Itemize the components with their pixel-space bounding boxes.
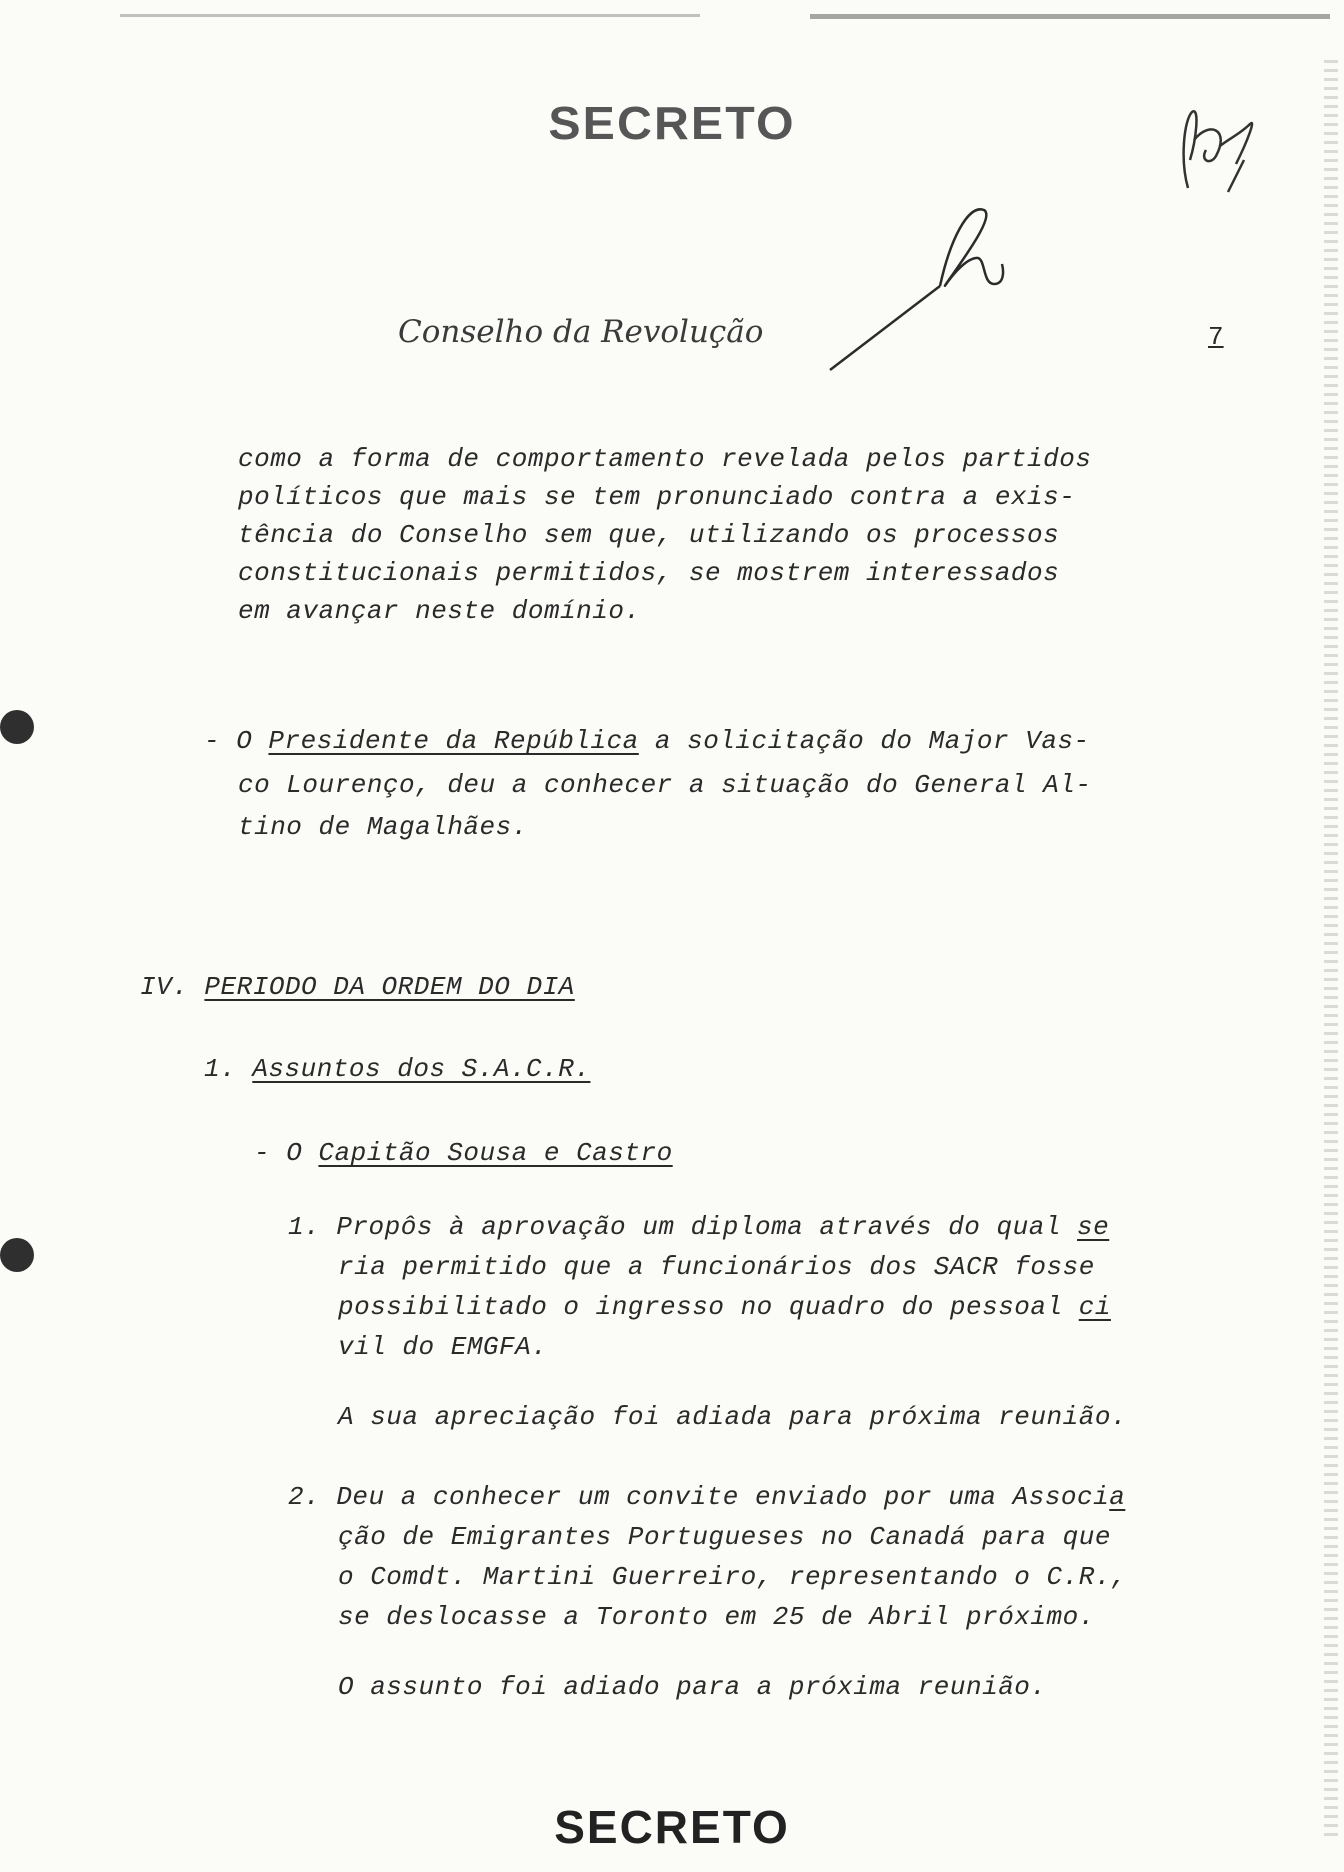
section-heading: IV. PERIODO DA ORDEM DO DIA [140,972,575,1002]
item-1-line-2: ria permitido que a funcionários dos SACR fosse [338,1252,1095,1282]
paragraph-line: políticos que mais se tem pronunciado contra a exis- [238,482,1076,512]
item-2-line-2: ção de Emigrantes Portugueses no Canadá para que [338,1522,1111,1552]
item-1-note: A sua apreciação foi adiada para próxima reunião. [338,1402,1128,1432]
item-2-line-4: se deslocasse a Toronto em 25 de Abril próximo. [338,1602,1095,1632]
letterhead: Conselho da Revolução [398,314,764,350]
paragraph-line: como a forma de comportamento revelada pelos partidos [238,444,1092,474]
item-2-line-1: 2. Deu a conhecer um convite enviado por uma Associa [288,1482,1126,1512]
paragraph-line: em avançar neste domínio. [238,596,641,626]
item-1-line-4: vil do EMGFA. [338,1332,548,1362]
item-1-line-3: possibilitado o ingresso no quadro do pessoal ci [338,1292,1111,1322]
president-line-3: tino de Magalhães. [238,812,528,842]
classification-stamp-bottom: SECRETO [554,1801,790,1853]
page-number: 7 [1208,322,1224,352]
paragraph-line: constitucionais permitidos, se mostrem interessados [238,558,1060,588]
president-line-1: - O Presidente da República a solicitação do Major Vas- [204,726,1090,756]
scan-artifact-line [810,14,1330,19]
item-2-line-3: o Comdt. Martini Guerreiro, representando o C.R., [338,1562,1128,1592]
subsection-heading: 1. Assuntos dos S.A.C.R. [204,1054,591,1084]
speaker-heading: - O Capitão Sousa e Castro [254,1138,673,1168]
handwritten-signature [790,200,1020,380]
president-title: Presidente da República [268,726,639,756]
president-line-2: co Lourenço, deu a conhecer a situação do General Al- [238,770,1092,800]
paragraph-line: tência do Conselho sem que, utilizando os processos [238,520,1060,550]
punch-hole [0,1238,34,1272]
classification-stamp-top: SECRETO [548,97,796,149]
scan-edge-noise [1324,60,1338,1840]
scan-artifact-line [120,14,700,17]
punch-hole [0,710,34,744]
initials-signature [1170,100,1280,210]
item-1-line-1: 1. Propôs à aprovação um diploma através do qual se [288,1212,1110,1242]
item-2-note: O assunto foi adiado para a próxima reunião. [338,1672,1047,1702]
